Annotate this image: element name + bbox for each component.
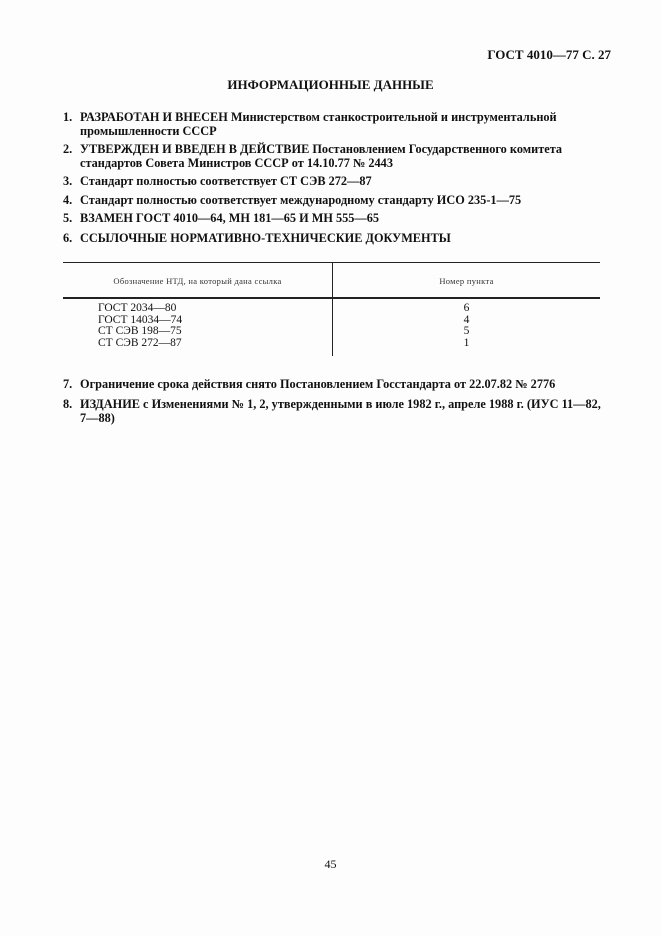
item-text: ИЗДАНИЕ с Изменениями № 1, 2, утвержденными в июле 1982 г., апреле 1988 г. (ИУС 11—82, 7—88): [80, 397, 601, 425]
table-cell: СТ СЭВ 198—75: [98, 325, 182, 338]
item-text: ВЗАМЕН ГОСТ 4010—64, МН 181—65 И МН 555—65: [80, 211, 380, 225]
item-text: Ограничение срока действия снято Постановлением Госстандарта от 22.07.82 № 2776: [80, 377, 556, 391]
clause-column: [333, 303, 600, 349]
column-header-document: Обозначение НТД, на который дана ссылка: [113, 276, 282, 286]
item-number: 8.: [63, 397, 73, 411]
references-table: [63, 262, 600, 356]
item-text: Постановлением Государственного комитета стандартов Совета Министров СССР от 14.10.77 № 2443: [80, 142, 563, 170]
item-number: 2.: [63, 142, 73, 156]
item-text: Министерством станкостроительной и инструментальной промышленности СССР: [80, 110, 557, 138]
item-number: 6.: [63, 231, 73, 245]
table-cell: СТ СЭВ 272—87: [98, 336, 182, 349]
table-cell: 6: [463, 302, 470, 314]
item-lead: РАЗРАБОТАН И ВНЕСЕН: [80, 110, 228, 124]
page-number: 45: [324, 857, 337, 871]
list-item: [63, 175, 608, 189]
table-cell: 5: [463, 325, 470, 338]
list-item: [63, 398, 608, 425]
list-item: [63, 111, 608, 138]
item-text: ССЫЛОЧНЫЕ НОРМАТИВНО-ТЕХНИЧЕСКИЕ ДОКУМЕНТЫ: [80, 231, 451, 245]
item-number: 4.: [63, 193, 73, 207]
item-lead: УТВЕРЖДЕН И ВВЕДЕН В ДЕЙСТВИЕ: [80, 142, 310, 156]
item-text: Стандарт полностью соответствует международному стандарту ИСО 235-1—75: [80, 193, 522, 207]
list-item: [63, 232, 608, 246]
table-cell: 1: [463, 336, 470, 349]
list-item: [63, 378, 608, 392]
list-item: [63, 212, 608, 226]
list-item: [63, 143, 608, 170]
table-cell: ГОСТ 2034—80: [98, 302, 177, 314]
document-column: [98, 303, 182, 349]
page-title: ИНФОРМАЦИОННЫЕ ДАННЫЕ: [227, 77, 434, 92]
column-header-clause: Номер пункта: [439, 276, 494, 286]
item-text: Стандарт полностью соответствует СТ СЭВ 272—87: [80, 174, 372, 188]
list-item: [63, 194, 608, 208]
table-cell: 4: [463, 313, 470, 326]
item-number: 3.: [63, 174, 73, 188]
table-cell: ГОСТ 14034—74: [98, 313, 183, 326]
running-header: ГОСТ 4010—77 С. 27: [487, 47, 611, 62]
item-number: 7.: [63, 377, 73, 391]
item-number: 5.: [63, 211, 73, 225]
item-number: 1.: [63, 110, 73, 124]
